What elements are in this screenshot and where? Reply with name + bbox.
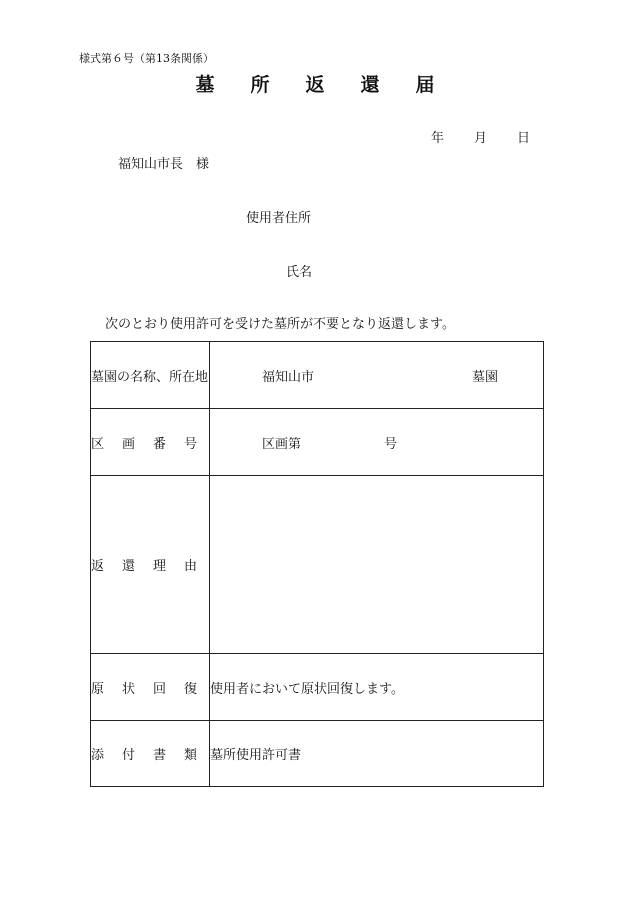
- label-char: 付: [121, 748, 135, 763]
- addressee: 福知山市長 様: [118, 157, 210, 172]
- table-row: [91, 342, 544, 409]
- reason-value: [210, 476, 544, 654]
- section-label: [91, 409, 210, 476]
- date-year-label: 年: [431, 131, 445, 146]
- attachment-value: 墓所使用許可書: [210, 721, 544, 787]
- label-char: 画: [121, 436, 135, 452]
- form-number: 様式第６号（第13条関係）: [79, 52, 214, 65]
- applicant-address-label: 使用者住所: [246, 211, 312, 226]
- label-char: 区: [91, 436, 105, 452]
- title-char: 還: [360, 74, 380, 96]
- section-value: [210, 409, 544, 476]
- statement-text: 次のとおり使用許可を受けた墓所が不要となり返還します。: [105, 317, 455, 332]
- section-prefix: 区画第: [262, 436, 302, 452]
- cemetery-value: [210, 342, 544, 409]
- title-char: 届: [415, 74, 435, 96]
- label-char: 原: [91, 681, 105, 697]
- date-line: [431, 127, 530, 146]
- date-month-label: 月: [474, 131, 488, 146]
- label-char: 状: [121, 681, 135, 697]
- table-row: [91, 721, 544, 787]
- label-char: 書: [152, 748, 166, 763]
- label-char: 号: [183, 436, 197, 452]
- label-char: 返: [91, 559, 105, 574]
- form-title: [0, 70, 630, 97]
- title-char: 墓: [195, 74, 215, 96]
- label-char: 番: [152, 436, 166, 452]
- label-char: 添: [91, 748, 105, 763]
- details-table: [90, 341, 544, 787]
- attachment-label: [91, 721, 210, 787]
- label-char: 還: [121, 559, 135, 574]
- applicant-name-label: 氏名: [286, 265, 313, 280]
- label-char: 理: [152, 559, 166, 574]
- restoration-label: [91, 654, 210, 721]
- label-char: 由: [183, 559, 197, 574]
- date-day-label: 日: [517, 131, 531, 146]
- reason-label: [91, 476, 210, 654]
- cemetery-label: 墓園の名称、所在地: [91, 342, 210, 409]
- label-char: 類: [183, 748, 197, 763]
- cemetery-suffix: 墓園: [472, 369, 499, 385]
- restoration-value: 使用者において原状回復します。: [210, 654, 544, 721]
- title-char: 所: [250, 74, 270, 96]
- label-char: 回: [152, 681, 166, 697]
- label-char: 復: [183, 681, 197, 697]
- table-row: [91, 654, 544, 721]
- title-char: 返: [305, 74, 325, 96]
- table-row: [91, 476, 544, 654]
- section-suffix: 号: [384, 436, 398, 452]
- table-row: [91, 409, 544, 476]
- cemetery-city: 福知山市: [262, 369, 315, 385]
